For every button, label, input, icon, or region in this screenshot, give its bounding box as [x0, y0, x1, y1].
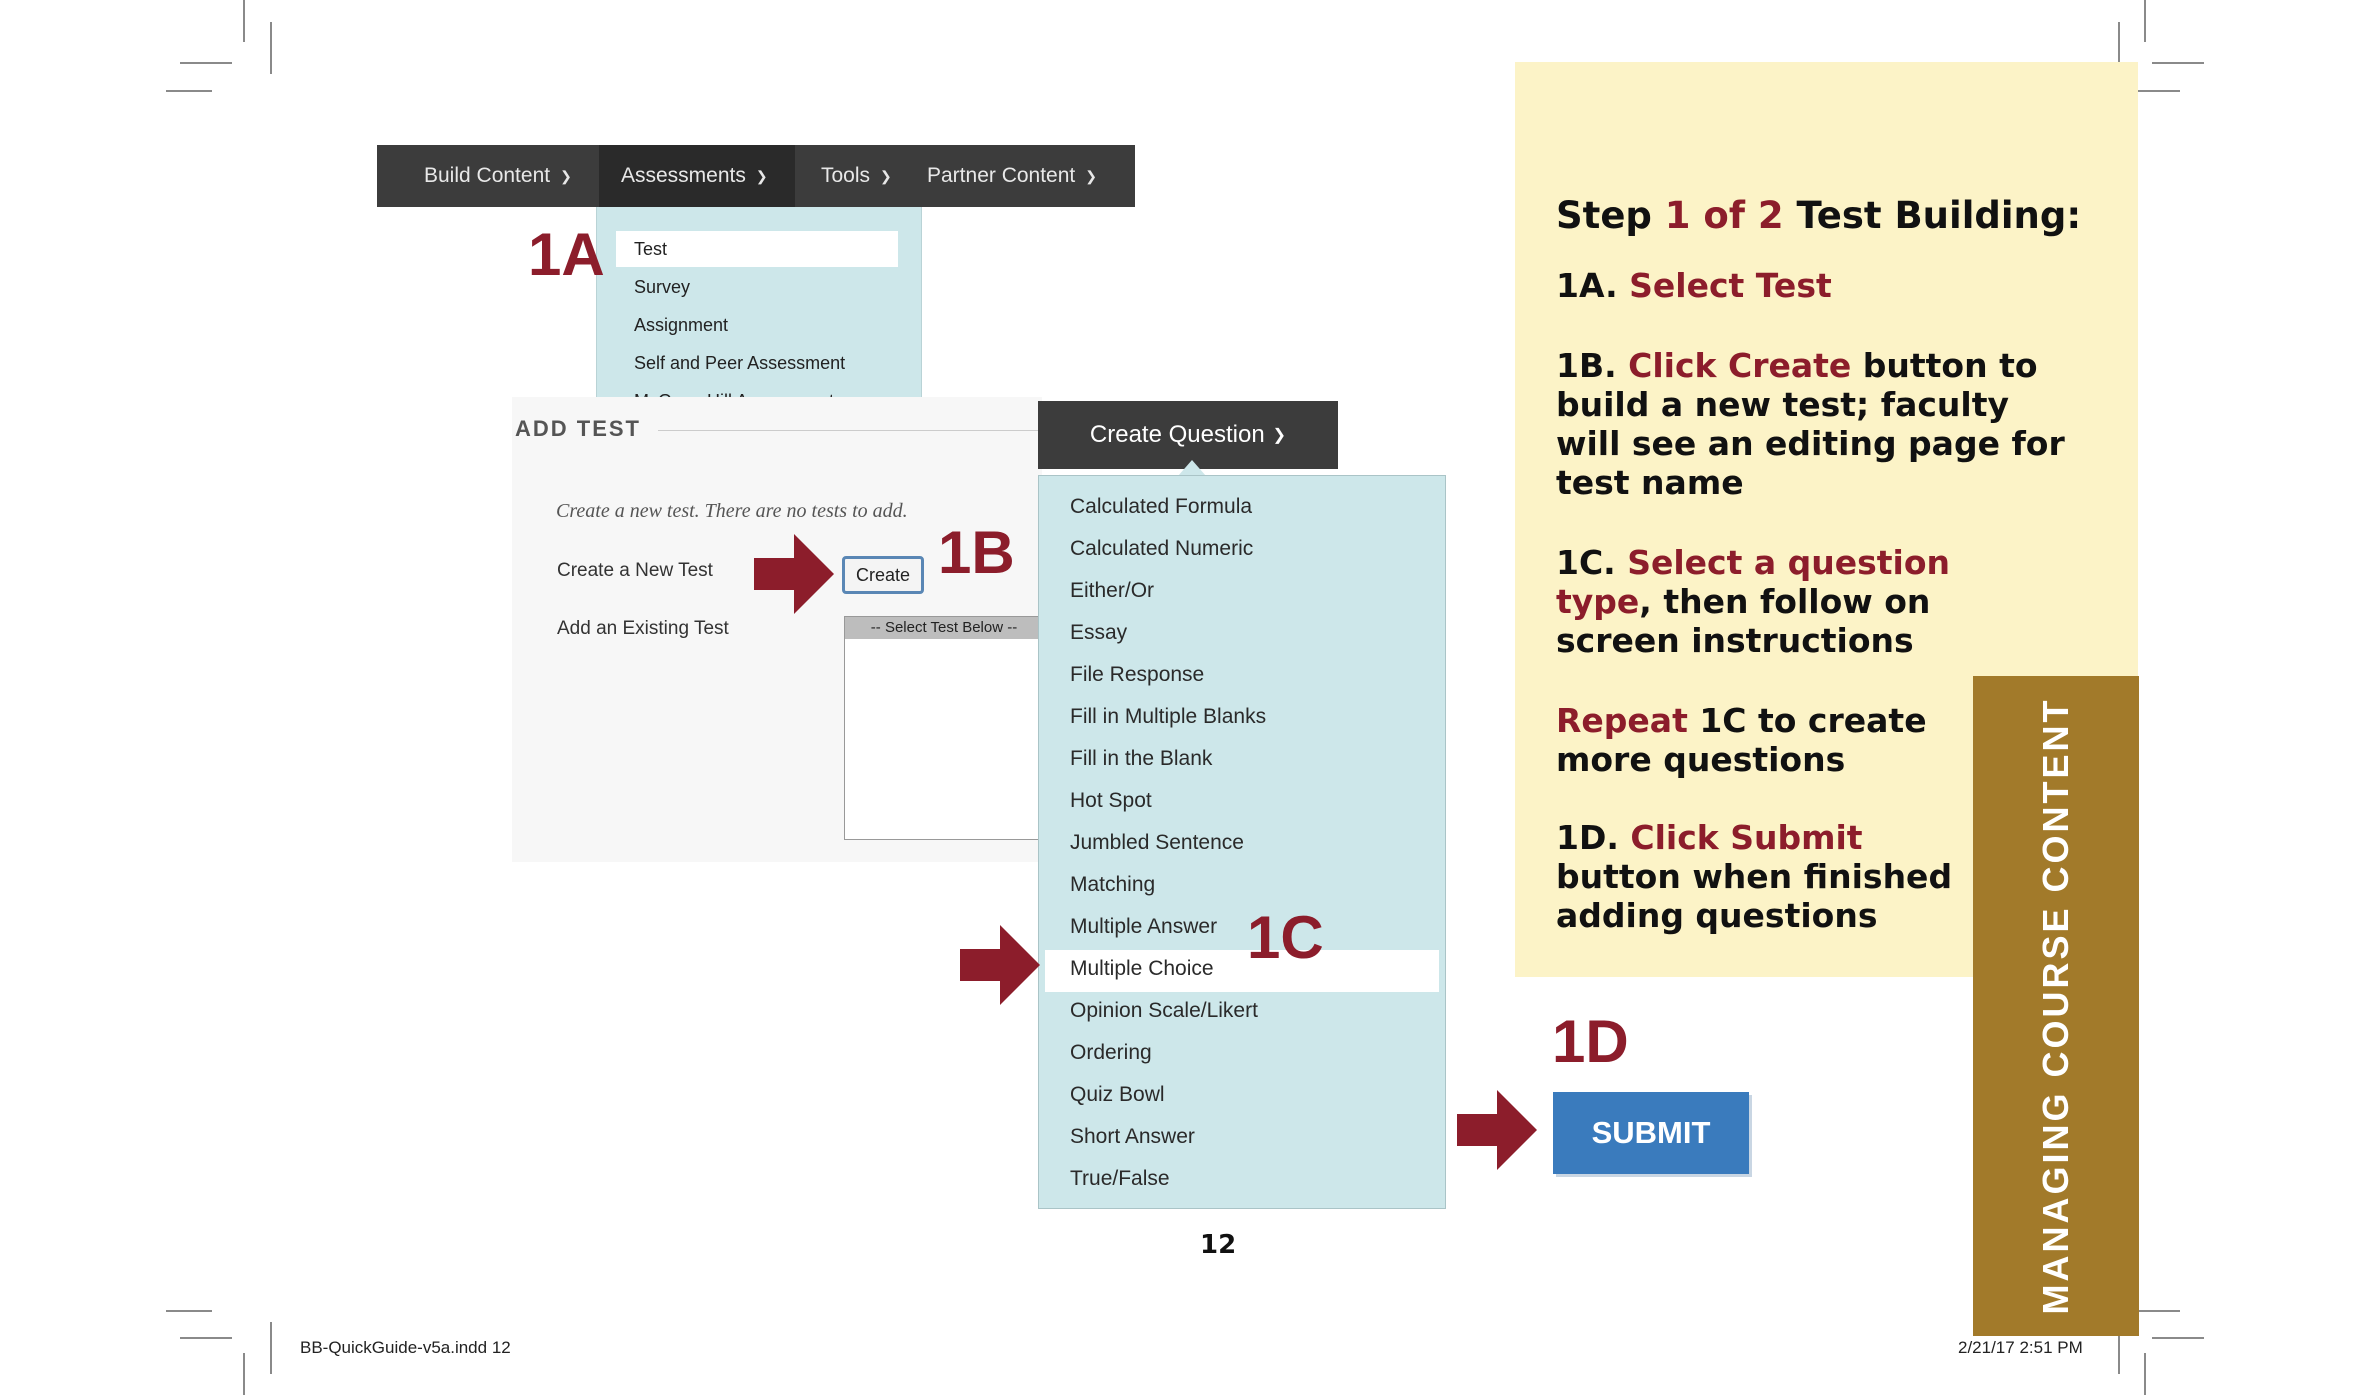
step-1c: 1C. Select a question type, then follow on screen instructions [1556, 543, 1951, 660]
nav-tools[interactable] [795, 145, 915, 207]
footer-timestamp: 2/21/17 2:51 PM [1958, 1338, 2083, 1357]
create-button[interactable]: Create [842, 556, 924, 594]
existing-test-select[interactable] [844, 616, 1044, 840]
chevron-down-icon: ❯ [1085, 168, 1097, 184]
crop-mark [2152, 62, 2204, 64]
menu-item-survey[interactable]: Survey [634, 277, 691, 297]
crop-mark [2152, 1337, 2204, 1339]
arrow-right-icon [960, 925, 1040, 1005]
crop-mark [2144, 0, 2146, 42]
footer-file-info: BB-QuickGuide-v5a.indd 12 [300, 1338, 511, 1357]
crop-mark [270, 22, 272, 74]
chevron-down-icon: ❯ [755, 168, 768, 184]
create-question-button[interactable] [1038, 401, 1338, 469]
submit-button[interactable]: SUBMIT [1553, 1092, 1749, 1174]
crop-mark [2134, 1310, 2180, 1312]
add-existing-test-label: Add an Existing Test [557, 618, 729, 639]
question-type-item[interactable]: Multiple Answer [1070, 915, 1218, 938]
step-1a: 1A. Select Test [1556, 266, 1832, 305]
select-option[interactable]: -- Select Test Below -- [845, 617, 1043, 639]
crop-mark [2144, 1353, 2146, 1395]
nav-build-content[interactable] [377, 145, 599, 207]
question-type-item[interactable]: Ordering [1070, 1041, 1152, 1064]
page-number: 12 [1200, 1230, 1237, 1260]
create-new-test-label: Create a New Test [557, 560, 713, 581]
crop-mark [180, 62, 232, 64]
question-type-item[interactable]: Hot Spot [1070, 789, 1152, 812]
nav-assessments-label: Assessments [621, 164, 746, 187]
add-test-description: Create a new test. There are no tests to add. [556, 500, 908, 522]
assessments-dropdown [596, 207, 922, 397]
question-type-item[interactable]: Jumbled Sentence [1070, 831, 1244, 854]
crop-mark [270, 1322, 272, 1374]
menu-item-self-peer-assessment[interactable]: Self and Peer Assessment [634, 353, 846, 373]
step-title: Step 1 of 2 Test Building: [1556, 194, 2082, 237]
add-test-title: ADD TEST [515, 416, 641, 441]
menu-pointer [1178, 460, 1206, 476]
nav-partner-content[interactable] [915, 145, 1135, 207]
question-type-item[interactable]: Quiz Bowl [1070, 1083, 1165, 1106]
side-tab-label: MANAGING COURSE CONTENT [2035, 697, 2076, 1315]
question-type-item[interactable]: Essay [1070, 621, 1128, 644]
crop-mark [166, 90, 212, 92]
nav-tools-label: Tools [821, 164, 871, 187]
question-type-item[interactable]: Short Answer [1070, 1125, 1195, 1148]
step-1d: 1D. Click Submit button when finished adding questions [1556, 818, 1953, 935]
callout-1a: 1A [528, 221, 605, 288]
question-type-item[interactable]: Opinion Scale/Likert [1070, 999, 1258, 1022]
crop-mark [166, 1310, 212, 1312]
question-type-item[interactable]: Either/Or [1070, 579, 1155, 602]
question-type-item[interactable]: Matching [1070, 873, 1156, 896]
question-type-item[interactable]: True/False [1070, 1167, 1170, 1190]
arrow-right-icon [754, 534, 834, 614]
create-question-label: Create Question [1089, 421, 1265, 448]
callout-1c: 1C [1247, 904, 1324, 971]
nav-build-content-label: Build Content [424, 164, 551, 187]
question-type-item[interactable]: Fill in Multiple Blanks [1070, 705, 1267, 728]
crop-mark [2134, 90, 2180, 92]
arrow-right-icon [1457, 1090, 1537, 1170]
callout-1b: 1B [938, 519, 1015, 586]
question-type-item[interactable]: Calculated Formula [1070, 495, 1253, 518]
nav-partner-content-label: Partner Content [927, 164, 1076, 187]
question-type-item[interactable]: Calculated Numeric [1070, 537, 1254, 560]
chevron-down-icon: ❯ [1272, 427, 1287, 444]
nav-assessments[interactable] [599, 145, 795, 207]
step-repeat: Repeat 1C to create more questions [1556, 701, 1927, 779]
crop-mark [243, 0, 245, 42]
step-1b: 1B. Click Create button to build a new test; faculty will see an editing page for test name [1556, 346, 2065, 502]
crop-mark [180, 1337, 232, 1339]
crop-mark [243, 1353, 245, 1395]
question-type-item-selected[interactable]: Multiple Choice [1070, 957, 1214, 980]
callout-1d: 1D [1552, 1008, 1629, 1075]
course-menu-bar [377, 145, 1135, 207]
question-type-item[interactable]: File Response [1070, 663, 1205, 686]
question-type-item[interactable]: Fill in the Blank [1070, 747, 1213, 770]
divider [658, 430, 1043, 431]
chevron-down-icon: ❯ [560, 168, 572, 184]
menu-item-assignment[interactable]: Assignment [634, 315, 729, 335]
chevron-down-icon: ❯ [880, 168, 892, 184]
menu-item-test[interactable]: Test [634, 239, 668, 259]
